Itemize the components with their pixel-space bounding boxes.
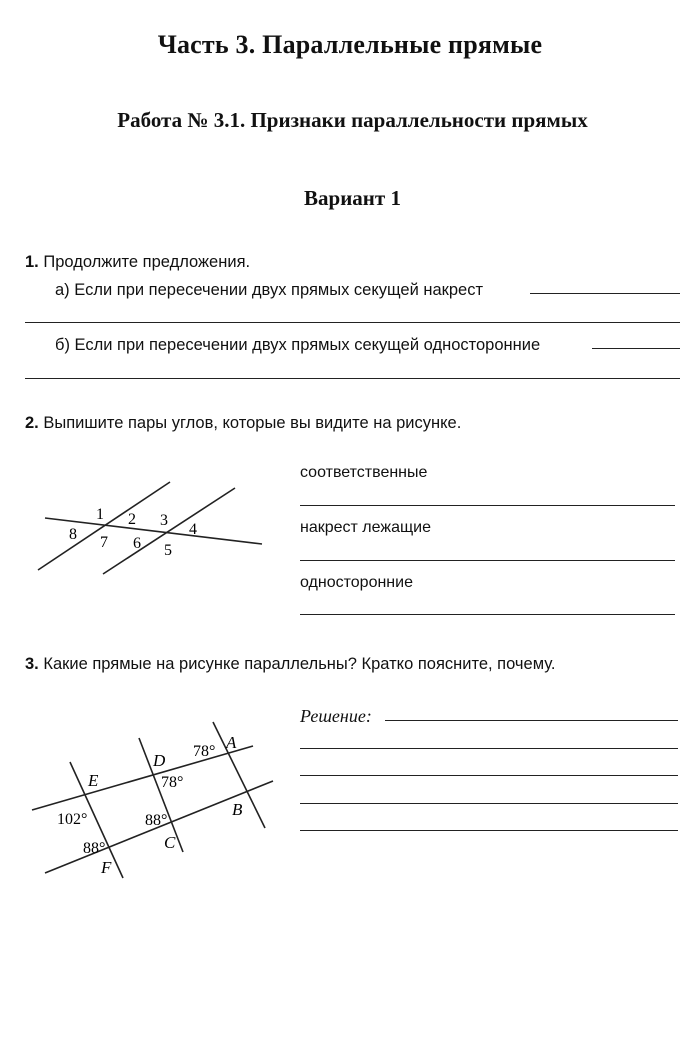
task1-a-answer-line[interactable] — [530, 293, 680, 294]
solution-line-2[interactable] — [300, 748, 678, 749]
angle-102-at-E: 102° — [57, 811, 88, 828]
answer-label-alternate: накрест лежащие — [300, 519, 431, 536]
variant-title: Вариант 1 — [304, 186, 401, 210]
angle-label-3: 3 — [160, 512, 168, 529]
task1-number: 1. — [25, 253, 39, 271]
task1-a-answer-line-2[interactable] — [25, 322, 680, 323]
point-B: B — [232, 800, 243, 819]
task2-number: 2. — [25, 414, 39, 432]
task1-item-a: а) Если при пересечении двух прямых секущей накрест — [55, 281, 484, 299]
point-D: D — [153, 751, 166, 770]
angle-label-6: 6 — [133, 535, 141, 552]
task3-figure — [0, 700, 300, 900]
work-title: Работа № 3.1. Признаки параллельности прямых — [117, 108, 588, 132]
angle-label-4: 4 — [189, 521, 197, 538]
solution-line-5[interactable] — [300, 830, 678, 831]
parallel-line-2 — [103, 488, 235, 574]
angle-label-5: 5 — [164, 542, 172, 559]
task2-prompt: Выпишите пары углов, которые вы видите на рисунке. — [43, 414, 462, 432]
point-E: E — [88, 771, 99, 790]
point-C: C — [164, 833, 176, 852]
solution-line-3[interactable] — [300, 775, 678, 776]
solution-line-1[interactable] — [385, 720, 678, 721]
angle-label-1: 1 — [96, 506, 104, 523]
angle-78-at-D: 78° — [161, 774, 184, 791]
angle-label-8: 8 — [69, 526, 77, 543]
task2-prompt-line — [25, 414, 461, 433]
angle-78-at-A: 78° — [193, 743, 216, 760]
answer-label-corresponding: соответственные — [300, 464, 428, 481]
solution-label: Решение: — [300, 706, 372, 726]
answer-line-alternate[interactable] — [300, 560, 675, 561]
angle-88-at-C: 88° — [145, 812, 168, 829]
solution-line-4[interactable] — [300, 803, 678, 804]
task3-number: 3. — [25, 655, 39, 673]
point-F: F — [101, 858, 112, 877]
point-A: A — [226, 733, 237, 752]
task2-figure — [0, 440, 300, 590]
task3-prompt-line — [25, 655, 555, 674]
task1-prompt: Продолжите предложения. — [43, 253, 251, 271]
task3-prompt: Какие прямые на рисунке параллельны? Кратко поясните, почему. — [43, 655, 556, 673]
task1-prompt-line — [25, 253, 250, 272]
task1-b-answer-line-2[interactable] — [25, 378, 680, 379]
angle-label-2: 2 — [128, 511, 136, 528]
answer-label-same-side: односторонние — [300, 574, 413, 591]
secant-line — [45, 518, 262, 544]
task1-b-answer-line[interactable] — [592, 348, 680, 349]
line-EA — [32, 746, 253, 810]
angle-label-7: 7 — [100, 534, 108, 551]
part-title: Часть 3. Параллельные прямые — [157, 30, 543, 59]
answer-line-same-side[interactable] — [300, 614, 675, 615]
parallel-line-1 — [38, 482, 170, 570]
angle-88-at-F: 88° — [83, 840, 106, 857]
answer-line-corresponding[interactable] — [300, 505, 675, 506]
task1-item-b: б) Если при пересечении двух прямых секущей односторонние — [55, 336, 541, 354]
